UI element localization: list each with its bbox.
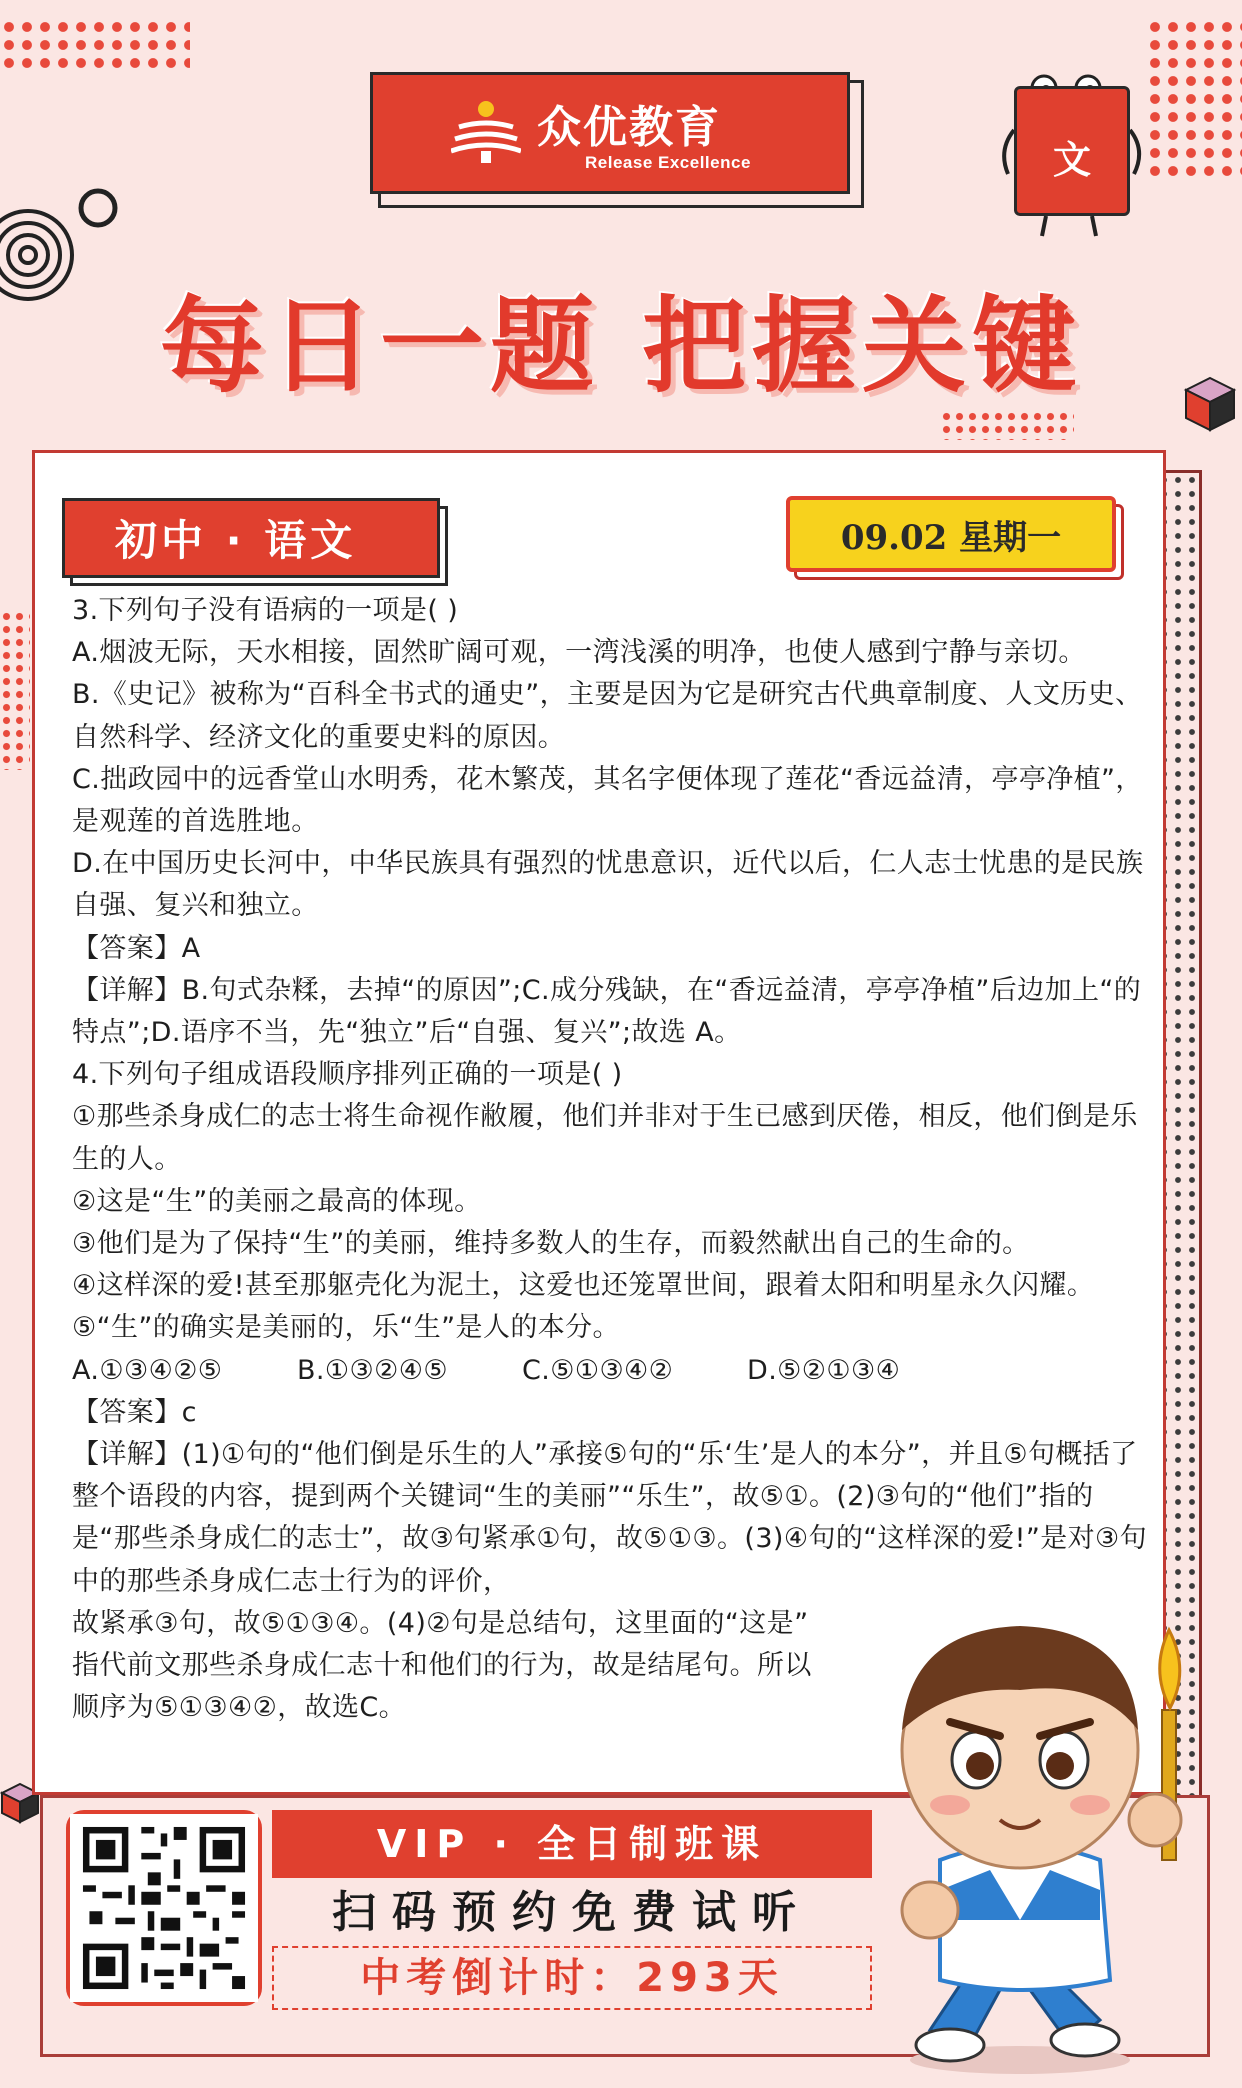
brand-name-en: Release Excellence: [585, 153, 751, 172]
q4-explanation: 【详解】(1)①句的“他们倒是乐生的人”承接⑤句的“乐‘生’是人的本分”，并且⑤句概括了整个语段的内容，提到两个关键词“生的美丽”“乐生”，故⑤①。(2)③句的“他们”指的是“那些杀身成仁的志士”，故③句紧承①句，故⑤①③。(3)④句的“这样深的爱!”是对③句中的那些杀身成仁志士行为的评价，: [72, 1439, 1148, 1597]
dots-top-left: [0, 18, 190, 72]
q4-option: D.⑤②①③④: [747, 1354, 901, 1386]
q3-explanation: 【详解】B.句式杂糅，去掉“的原因”;C.成分残缺，在“香远益清，亭亭净植”后边加上“的特点”;D.语序不当，先“独立”后“自强、复兴”;故选 A。: [72, 974, 1142, 1049]
q3-option-d: D.在中国历史长河中，中华民族具有强烈的忧患意识，近代以后，仁人志士忧患的是民族自强、复兴和独立。: [72, 848, 1144, 922]
date-badge: 09.02 星期一: [786, 496, 1116, 572]
q4-option: B.①③②④⑤: [297, 1354, 448, 1386]
logo-banner: [370, 72, 850, 194]
dots-top-right: [1146, 18, 1242, 178]
q4-sentence-2: ②这是“生”的美丽之最高的体现。: [72, 1185, 482, 1217]
question-3: 3.下列句子没有语病的一项是( ): [72, 595, 459, 626]
q4-sentence-1: ①那些杀身成仁的志士将生命视作敝履，他们并非对于生已感到厌倦，相反，他们倒是乐生的人。: [72, 1101, 1138, 1175]
q4-explanation: 故紧承③句，故⑤①③④。(4)②句是总结句，这里面的“这是”: [72, 1607, 809, 1639]
q4-answer: 【答案】c: [72, 1396, 197, 1428]
vip-banner: VIP · 全日制班课: [272, 1810, 872, 1878]
q4-option: C.⑤①③④②: [522, 1354, 674, 1386]
q4-sentence-4: ④这样深的爱!甚至那躯壳化为泥土，这爱也还笼罩世间，跟着太阳和明星永久闪耀。: [72, 1270, 1095, 1302]
qr-code-image: [70, 1814, 258, 2002]
q4-options: [72, 1350, 1152, 1392]
q3-option-a: A.烟波无际，天水相接，固然旷阔可观，一湾浅溪的明净，也使人感到宁静与亲切。: [72, 637, 1086, 669]
q4-sentence-3: ③他们是为了保持“生”的美丽，维持多数人的生存，而毅然献出自己的生命的。: [72, 1228, 1030, 1260]
ring-icon: [76, 186, 120, 230]
q3-option-c: C.拙政园中的远香堂山水明秀，花木繁茂，其名字便体现了莲花“香远益清，亭亭净植”，是观莲的首选胜地。: [72, 763, 1143, 838]
q3-answer: 【答案】A: [72, 932, 201, 964]
q4-sentence-5: ⑤“生”的确实是美丽的，乐“生”是人的本分。: [72, 1312, 620, 1344]
q3-option-b: B.《史记》被称为“百科全书式的通史”，主要是因为它是研究古代典章制度、人文历史、自然科学、经济文化的重要史料的原因。: [72, 679, 1143, 753]
countdown-text: 中考倒计时：293天: [272, 1946, 872, 2010]
book-mascot-icon: [1014, 86, 1130, 216]
logo-book-icon: [451, 97, 521, 167]
dots-right-under-headline: [940, 410, 1074, 440]
qr-code[interactable]: [66, 1810, 262, 2006]
subject-tag: 初中 · 语文: [62, 498, 440, 578]
mascot-boy: [870, 1590, 1200, 2080]
q4-explanation: 顺序为⑤①③④②，故选C。: [72, 1692, 407, 1724]
brand-name-cn: 众优教育: [537, 102, 721, 153]
q4-option: A.①③④②⑤: [72, 1354, 223, 1386]
page-headline: 每日一题 把握关键: [159, 285, 1083, 407]
scan-text: 扫码预约免费试听: [332, 1887, 812, 1938]
question-content: [72, 590, 1152, 1729]
question-4: 4.下列句子组成语段顺序排列正确的一项是( ): [72, 1059, 623, 1091]
book-mascot-char: 文: [1052, 138, 1091, 182]
dots-left-mid: [0, 610, 30, 770]
q4-explanation: 指代前文那些杀身成仁志十和他们的行为，故是结尾句。所以: [72, 1650, 812, 1682]
